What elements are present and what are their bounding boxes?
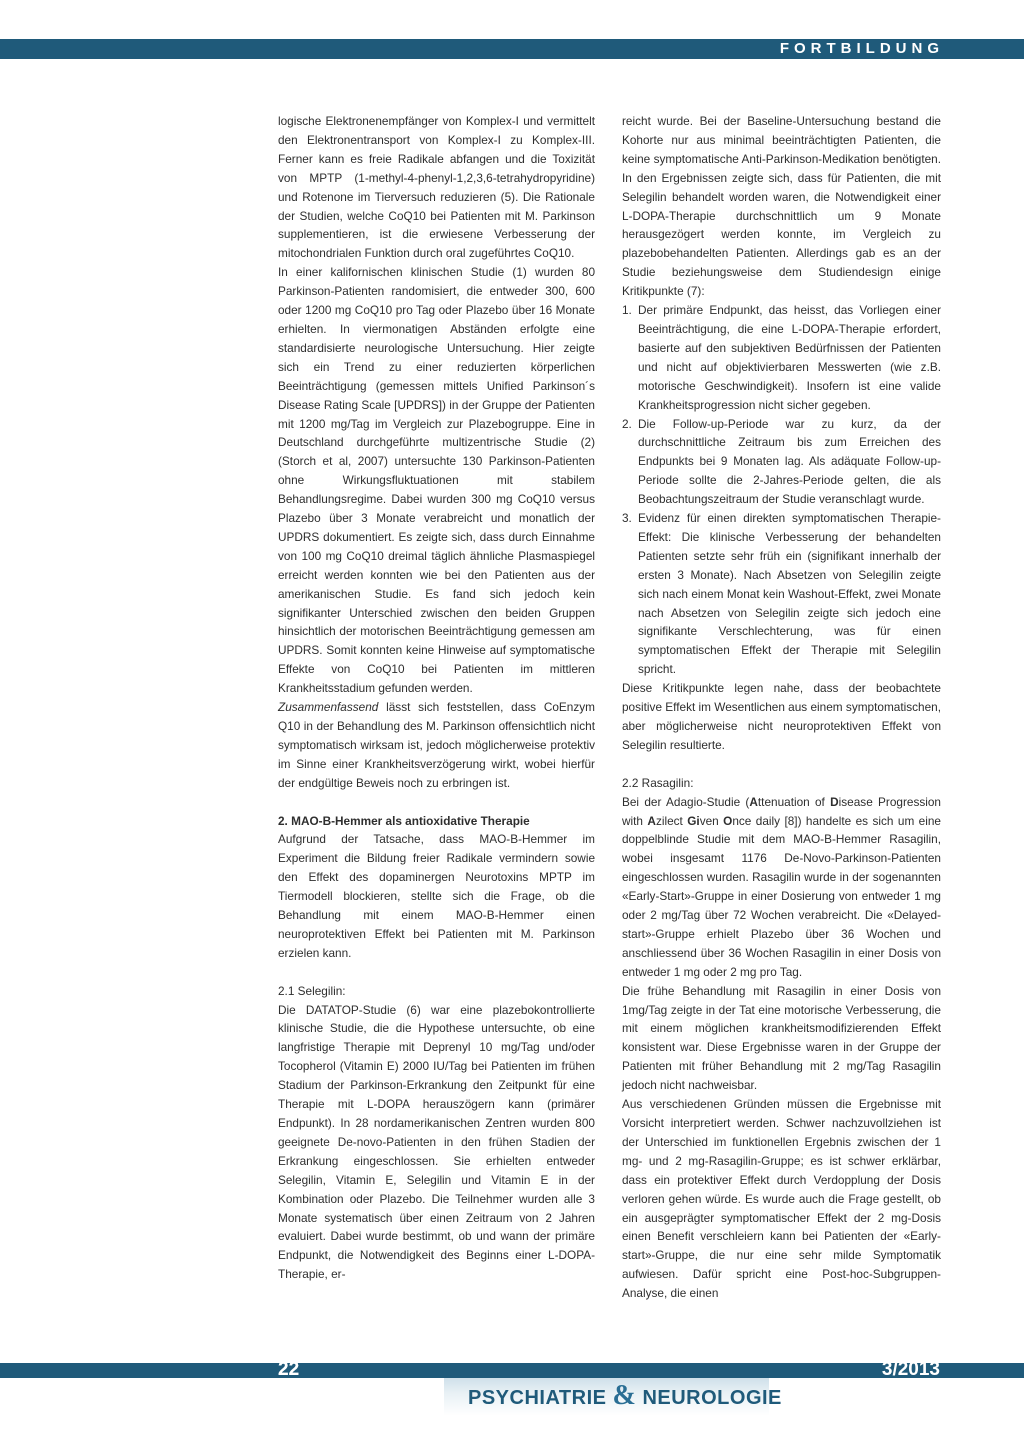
paragraph: In einer kalifornischen klinischen Studie (1) wurden 80 Parkinson-Patienten randomisiert, die entweder 300, 600 oder 1200 mg CoQ10 pro Tag oder Plazebo über 16 Monate erhielten. In viermonatigen Abständen erfolgte eine standardisierte neurologische Untersuchung. Hier zeigte sich ein Trend zu einer reduzierten körperlichen Beeinträchtigung (gemessen mittels Unified Parkinson´s Disease Rating Scale [UPDRS]) in der Gruppe der Patienten mit 1200 mg/Tag im Vergleich zur Plazebogruppe. Eine in Deutschland durchgeführte multizentrische Studie (2) (Storch et al, 2007) untersuchte 130 Parkinson-Patienten ohne Wirkungsfluktuationen mit stabilem Behandlungsregime. Dabei wurden 300 mg CoQ10 versus Plazebo über 3 Monate verabreicht und monatlich der UPDRS dokumentiert. Es zeigte sich, dass durch Einnahme von 100 mg CoQ10 dreimal täglich ähnliche Plasmaspiegel erreicht werden konnten wie bei den Patienten aus der amerikanischen Studie. Es fand sich jedoch kein signifikanter Unterschied zwischen den beiden Gruppen hinsichtlich der motorischen Beeinträchtigung gemessen am UPDRS. Somit konnten keine Hinweise auf symptomatische Effekte von CoQ10 bei Patienten im mittleren Krankheitsstadium gefunden werden. bbox=[278, 265, 595, 696]
issue-number: 3/2013 bbox=[881, 1359, 940, 1380]
critique-list bbox=[622, 301, 941, 679]
paragraph: Diese Kritikpunkte legen nahe, dass der beobachtete positive Effekt im Wesentlichen aus einem symptomatischen, aber möglicherweise nicht neuroprotektiven Effekt von Selegilin resultierte. bbox=[622, 681, 941, 752]
paragraph: Die frühe Behandlung mit Rasagilin in einer Dosis von 1mg/Tag zeigte in der Tat eine motorische Verbesserung, die mit einem möglichen krankheitsmodifizierenden Effekt konsistent war. Diese Ergebnisse waren in der Gruppe der Patienten mit früher Behandlung mit 2 mg/Tag Rasagilin jedoch nicht nachweisbar. bbox=[622, 983, 941, 1093]
section-label: FORTBILDUNG bbox=[779, 40, 944, 57]
page-number: 22 bbox=[278, 1359, 300, 1380]
list-item: 2. Die Follow-up-Periode war zu kurz, da der durchschnittliche Zeitraum bis zum Erreichen des Endpunkts bei 9 Monaten lag. Als adäquate Follow-up-Periode sollte die 2-Jahres-Periode gelten, die als Beobachtungszeitraum der Studie veranschlagt wurde. bbox=[622, 416, 941, 507]
section-heading: 2. MAO-B-Hemmer als antioxidative Therapie bbox=[278, 813, 530, 828]
paragraph: Aufgrund der Tatsache, dass MAO-B-Hemmer im Experiment die Bildung freier Radikale vermindern sowie den Effekt des dopaminergen Neurotoxins MPTP im Tiermodell blockieren, stellte sich die Frage, ob die Behandlung mit einem MAO-B-Hemmer einen neuroprotektiven Effekt bei Patienten mit M. Parkinson erzielen kann. bbox=[278, 832, 595, 960]
list-item: 3. Evidenz für einen direkten symptomatischen Therapie-Effekt: Die klinische Verbesserung der behandelten Patienten setzte sehr früh ein (signifikant innerhalb der ersten 3 Monate). Nach Absetzen von Selegilin zeigte sich nach einem Monat kein Washout-Effekt, zwei Monate nach Absetzen von Selegilin zeigte sich jedoch eine signifikante Verschlechterung, was für einen symptomatischen Effekt der Therapie mit Selegilin spricht. bbox=[622, 511, 941, 677]
subsection-heading: 2.1 Selegilin: bbox=[278, 983, 346, 998]
paragraph: Aus verschiedenen Gründen müssen die Ergebnisse mit Vorsicht interpretiert werden. Schwer nachzuvollziehen ist der Unterschied im funktionellen Ergebnis zwischen der 1 mg- und 2 mg-Rasagilin-Gruppe; es ist schwer erklärbar, dass ein protektiver Effekt durch Verdopplung der Dosis verloren gehen würde. Es wurde auch die Frage gestellt, ob ein ausgeprägter symptomatischer Effekt der 2 mg-Dosis einen Benefit verschleiern kann bei Patienten der «Early-start»-Gruppe, die nur eine sehr milde Symptomatik aufwiesen. Dafür spricht eine Post-hoc-Subgruppen-Analyse, die einen bbox=[622, 1097, 941, 1301]
paragraph: Die DATATOP-Studie (6) war eine plazebokontrollierte klinische Studie, die die Hypothese untersuchte, ob eine langfristige Therapie mit Deprenyl 10 mg/Tag und/oder Tocopherol (Vitamin E) 2000 IU/Tag bei Patienten im frühen Stadium der Parkinson-Erkrankung den Zeitpunkt für eine Therapie mit L-DOPA herauszögern kann (primärer Endpunkt). In 28 nordamerikanischen Zentren wurden 800 geeignete De-novo-Patienten in den frühen Stadien der Erkrankung eingeschlossen. Sie erhielten entweder Selegilin, Vitamin E, Selegilin und Vitamin E in der Kombination oder Plazebo. Die Teilnehmer wurden alle 3 Monate systematisch über einen Zeitraum von 2 Jahren evaluiert. Dabei wurde bestimmt, ob und wann der primäre Endpunkt, die Notwendigkeit des Beginns einer L-DOPA-Therapie, er- bbox=[278, 1002, 595, 1282]
footer-bar bbox=[0, 1363, 1024, 1378]
left-column bbox=[278, 112, 595, 1284]
paragraph: Zusammenfassend lässt sich feststellen, dass CoEnzym Q10 in der Behandlung des M. Parkinson offensichtlich nicht symptomatisch wirksam ist, jedoch möglicherweise protektiv im Sinne einer Krankheitsverzögerung wirkt, wobei hierfür der endgültige Beweis noch zu erbringen ist. bbox=[278, 700, 595, 790]
journal-logo: PSYCHIATRIE & NEUROLOGIE bbox=[468, 1380, 782, 1411]
paragraph: Bei der Adagio-Studie (Attenuation of Disease Progression with Azilect Given Once daily [8]) handelte es sich um eine doppelblinde Studie mit dem MAO-B-Hemmer Rasagilin, wobei insgesamt 1176 De-Novo-Parkinson-Patienten eingeschlossen wurden. Rasagilin wurde in der sogenannten «Early-Start»-Gruppe in einer Dosierung von entweder 1 mg oder 2 mg/Tag über 72 Wochen verabreicht. Die «Delayed-start»-Gruppe erhielt Plazebo über 36 Wochen und anschliessend über 36 Wochen Rasagilin in einer Dosis von entweder 1 mg oder 2 mg pro Tag. bbox=[622, 794, 941, 979]
subsection-heading: 2.2 Rasagilin: bbox=[622, 775, 694, 790]
emphasis: Zusammenfassend bbox=[278, 700, 379, 715]
paragraph: logische Elektronenempfänger von Komplex-I und vermittelt den Elektronentransport von Komplex-I zu Komplex-III. Ferner kann es freie Radikale abfangen und die Toxizität von MPTP (1-methyl-4-phenyl-1,2,3,6-tetrahydropyridine) und Rotenone im Tierversuch reduzieren (5). Die Rationale der Studien, welche CoQ10 bei Patienten mit M. Parkinson supplementieren, ist die erwiesene Verbesserung der mitochondrialen Funktion durch oral zugeführtes CoQ10. bbox=[278, 114, 595, 261]
paragraph: reicht wurde. Bei der Baseline-Untersuchung bestand die Kohorte nur aus minimal beeinträchtigten Patienten, die keine symptomatische Anti-Parkinson-Medikation benötigten. In den Ergebnissen zeigte sich, dass für Patienten, die mit Selegilin behandelt worden waren, die Notwendigkeit einer L-DOPA-Therapie durchschnittlich um 9 Monate herausgezögert werden konnte, im Vergleich zu plazebobehandelten Patienten. Allerdings gab es an der Studie beziehungsweise dem Studiendesign einige Kritikpunkte (7): bbox=[622, 114, 941, 299]
right-column bbox=[622, 112, 941, 1303]
list-item: 1. Der primäre Endpunkt, das heisst, das Vorliegen einer Beeinträchtigung, die eine L-DOPA-Therapie erfordert, basierte auf den subjektiven Bedürfnissen der Patienten und nicht auf objektivierbaren Messwerten (wie z.B. motorische Geschwindigkeit). Insofern ist eine valide Krankheitsprogression nicht sicher gegeben. bbox=[622, 303, 941, 412]
